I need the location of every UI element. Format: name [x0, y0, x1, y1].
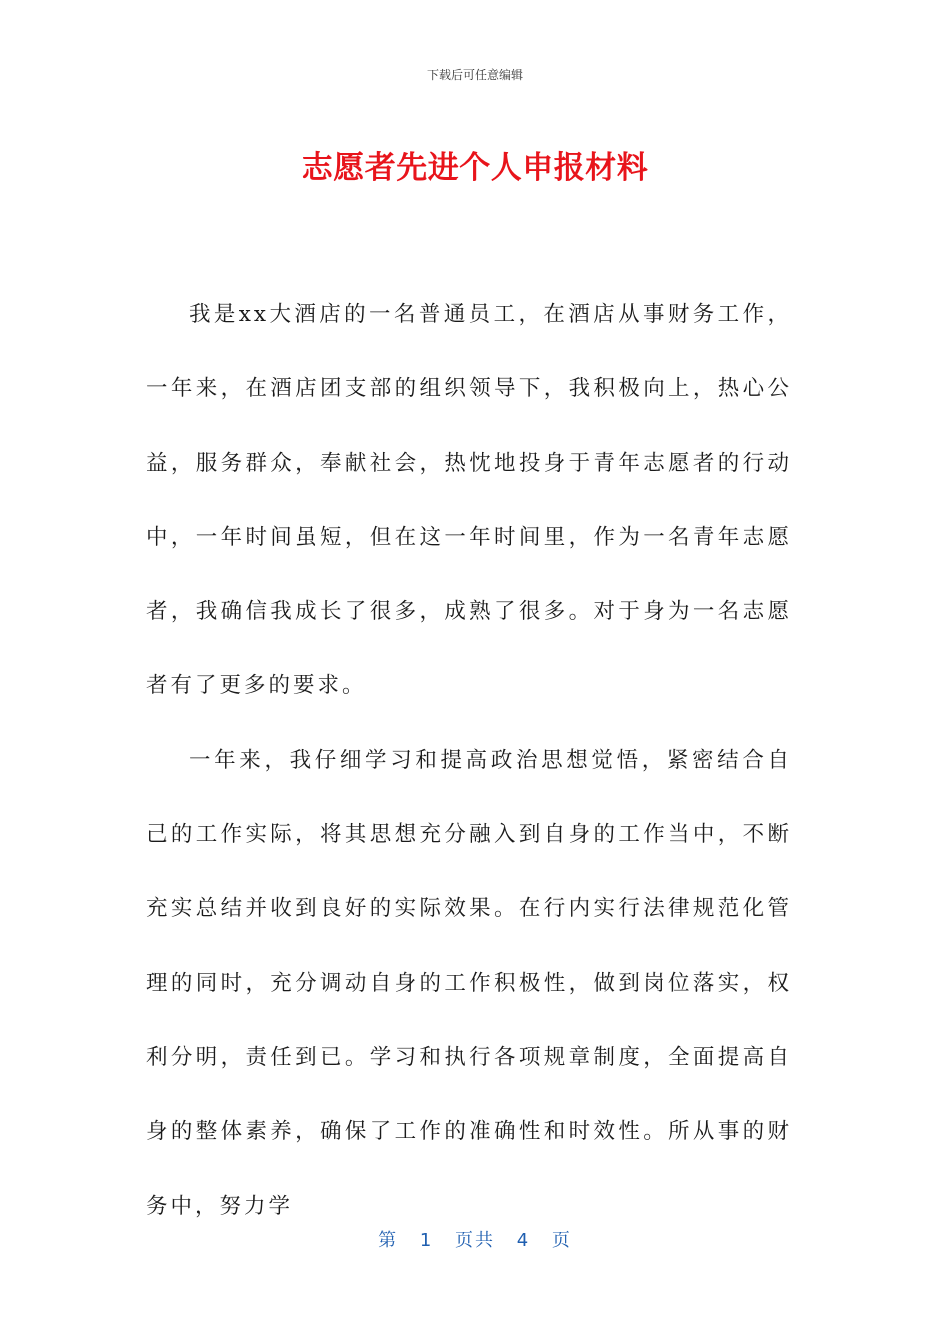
paragraph-1: 我是xx大酒店的一名普通员工，在酒店从事财务工作，一年来，在酒店团支部的组织领导下，我积极向上，热心公益，服务群众，奉献社会，热忱地投身于青年志愿者的行动中，一年时间虽短，但在这一年时间里，作为一名青年志愿者，我确信我成长了很多，成熟了很多。对于身为一名志愿者有了更多的要求。: [146, 302, 792, 699]
header-note: 下载后可任意编辑: [426, 68, 523, 82]
document-title: 志愿者先进个人申报材料: [301, 150, 649, 186]
page-number-footer: 第 1 页共 4 页: [378, 1230, 572, 1251]
document-body: [146, 278, 792, 1244]
paragraph-2: 一年来，我仔细学习和提高政治思想觉悟，紧密结合自己的工作实际，将其思想充分融入到自身的工作当中，不断充实总结并收到良好的实际效果。在行内实行法律规范化管理的同时，充分调动自身的工作积极性，做到岗位落实，权利分明，责任到已。学习和执行各项规章制度，全面提高自身的整体素养，确保了工作的准确性和时效性。所从事的财务中，努力学: [146, 747, 792, 1219]
